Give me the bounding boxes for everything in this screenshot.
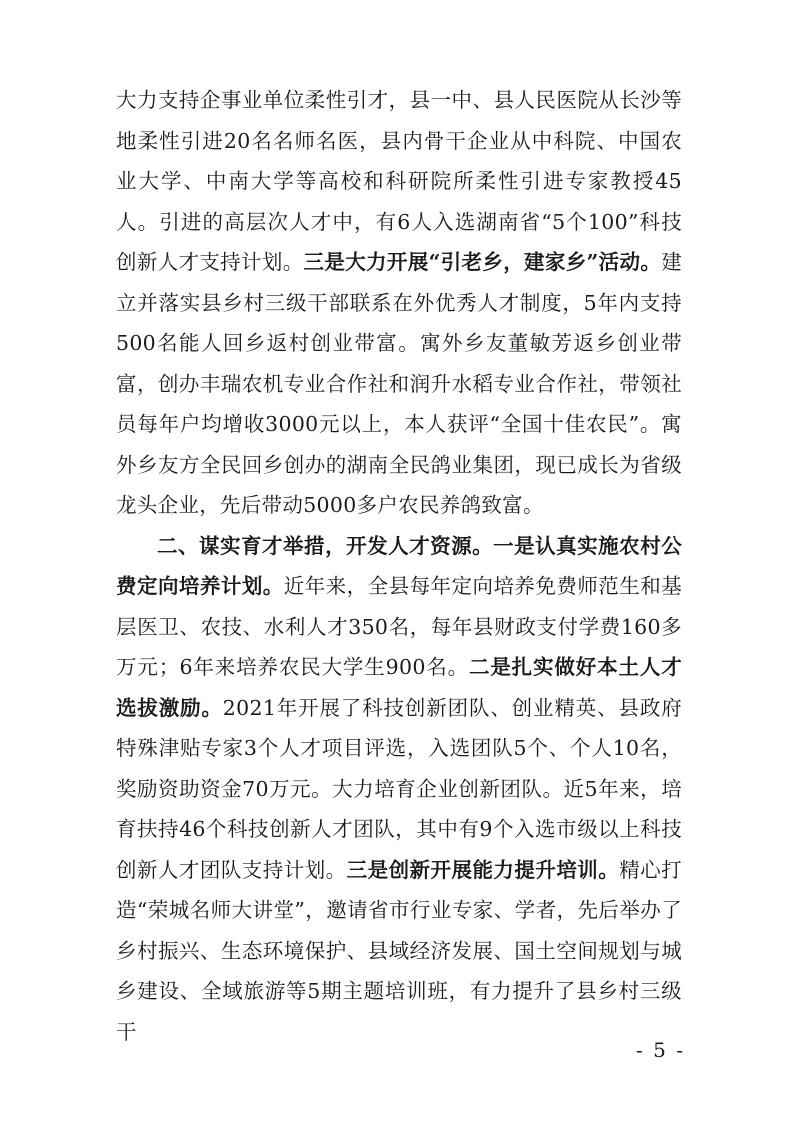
paragraph-2 [116, 526, 682, 1053]
text-run: 大力支持企事业单位柔性引才，县一中、县人民医院从长沙等地柔性引进20名名师名医，县内骨干企业从中科院、中国农业大学、中南大学等高校和科研院所柔性引进专家教授45人。引进的高层次人才中，有6人入选湖南省“5个100”科技创新人才支持计划。 [116, 88, 682, 274]
bold-heading-run: 三是大力开展“引老乡，建家乡”活动。 [303, 250, 662, 274]
bold-heading-run: 二是扎实做好本土人才选拔激励。 [116, 655, 683, 720]
text-run: 2021年开展了科技创新团队、创业精英、县政府特殊津贴专家3个人才项目评选，入选团队5个、个人10名，奖励资助资金70万元。大力培育企业创新团队。近5年来，培育扶持46个科技创新人才团队，其中有9个入选市级以上科技创新人才团队支持计划。 [116, 695, 682, 882]
paragraph-1 [116, 80, 682, 526]
text-run: 建立并落实县乡村三级干部联系在外优秀人才制度，5年内支持500名能人回乡返村创业带富。寓外乡友董敏芳返乡创业带富，创办丰瑞农机专业合作社和润升水稻专业合作社，带领社员每年户均增收3000元以上，本人获评“全国十佳农民”。寓外乡友方全民回乡创办的湖南全民鸽业集团，现已成长为省级龙头企业，先后带动5000多户农民养鸽致富。 [116, 250, 683, 517]
section-heading-run: 二、谋实育才举措，开发人才资源。一是认真实施农村公费定向培养计划。 [116, 533, 682, 598]
text-run: 精心打造“荣城名师大讲堂”，邀请省市行业专家、学者，先后举办了乡村振兴、生态环境保护、县域经济发展、国土空间规划与城乡建设、全域旅游等5期主题培训班，有力提升了县乡村三级干 [116, 857, 682, 1044]
page-number: - 5 - [636, 1038, 685, 1062]
body-text [116, 80, 682, 1052]
bold-heading-run: 三是创新开展能力提升培训。 [346, 857, 620, 882]
text-run: 近年来，全县每年定向培养免费师范生和基层医卫、农技、水利人才350名，每年县财政支付学费160多万元；6年来培养农民大学生900名。 [116, 574, 683, 679]
